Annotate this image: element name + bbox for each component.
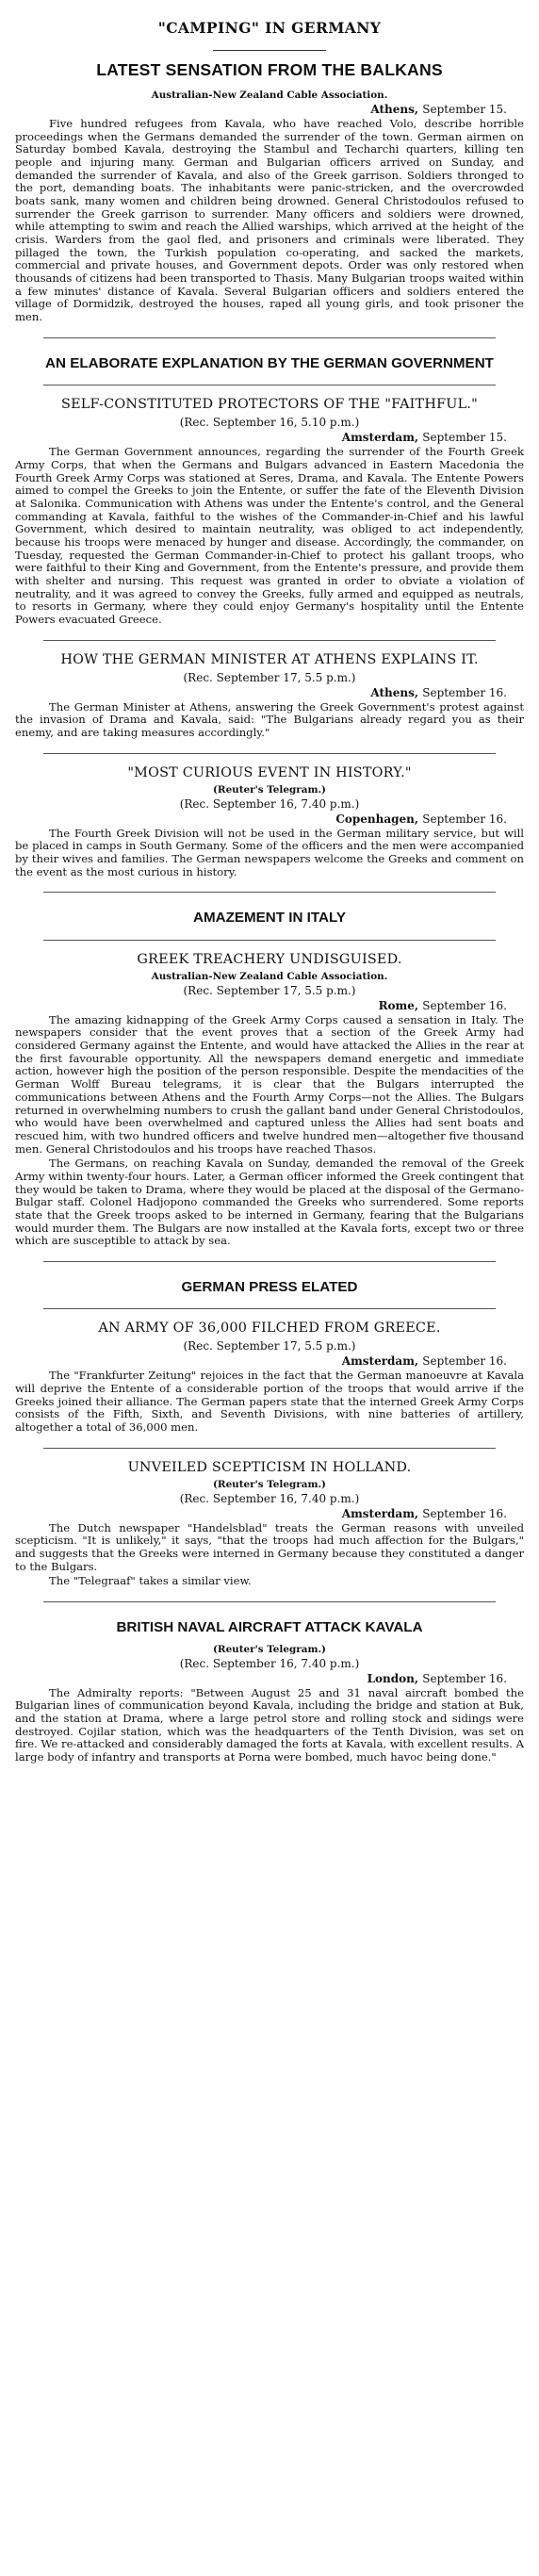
section-divider bbox=[43, 753, 496, 754]
title-rule bbox=[213, 50, 326, 51]
received-time: (Rec. September 17, 5.5 p.m.) bbox=[183, 1339, 356, 1354]
section-divider bbox=[43, 1601, 496, 1602]
received-time: (Rec. September 17, 5.5 p.m.) bbox=[183, 983, 356, 997]
article-body: The "Telegraaf" takes a similar view. bbox=[49, 1574, 252, 1588]
section-divider bbox=[43, 640, 496, 641]
article-body: The Germans, on reaching Kavala on Sunday, demanded the removal of the Greek Army within twenty-four hours. Later, a German officer informed the Greek contingent that they would be taken to Drama, where they would be placed at the disposal of the Germano-Bulgar staff. Colonel Hadjopono commanded the Greeks who surrendered. Some reports state that the Greek troops asked to be interned in Germany, fearing that the Bulgarians would murder them. The Bulgars are now installed at the Kavala forts, except two or three which are susceptible to attack by sea. bbox=[15, 1157, 524, 1248]
dateline bbox=[15, 686, 524, 699]
dateline bbox=[15, 431, 524, 444]
section-divider bbox=[43, 1448, 496, 1449]
received-time: (Rec. September 16, 7.40 p.m.) bbox=[179, 1656, 360, 1670]
dateline-place: London, bbox=[367, 1671, 419, 1685]
received-time: (Rec. September 16, 5.10 p.m.) bbox=[179, 416, 360, 430]
article-holland bbox=[15, 1460, 524, 1588]
dateline-place: Amsterdam, bbox=[341, 1354, 419, 1369]
dateline bbox=[15, 1672, 524, 1685]
article-body: The Admiralty reports: "Between August 25 and 31 naval aircraft bombed the Bulgarian lines of communication beyond Kavala, including the bridge and station at Buk, and the station at Drama, where a large petrol store and rolling stock and sidings were destroyed. Cojilar station, which was the headquarters of the Tenth Division, was set on fire. We re-attacked and considerably damaged the forts at Kavala, with excellent results. A large body of infantry and transports at Porna were bombed, much havoc being done." bbox=[15, 1685, 525, 1764]
dateline-date: September 16. bbox=[422, 998, 507, 1012]
subheadline-holland: UNVEILED SCEPTICISM IN HOLLAND. bbox=[127, 1459, 412, 1475]
article-minister bbox=[15, 652, 524, 740]
headline-balkans: LATEST SENSATION FROM THE BALKANS bbox=[96, 60, 443, 79]
dateline-place: Amsterdam, bbox=[341, 431, 419, 445]
article-body: The German Government announces, regarding the surrender of the Fourth Greek Army Corps, that when the Germans and Bulgars advanced in Eastern Macedonia the Fourth Greek Army Corps was stationed at Seres, Drama, and Kavala. The Entente Powers aimed to compel the Greeks to join the Entente, or suffer the fate of the Eleventh Division at Salonika. Communication with Athens was under the Entente's control, and the General commanding at Kavala, faithful to the wishes of the Commander-in-Chief and his lawful Government, which desired to maintain neutrality, was obliged to act independently, because his troops were menaced by hunger and disease. Accordingly, the commander, on Tuesday, requested the German Commander-in-Chief to protect his gallant troops, who were faithful to their King and Government, from the Entente's pressure, and provide them with shelter and nursing. This request was granted in order to obviate a violation of neutrality, and it was agreed to convey the Greeks, fully armed and equipped as neutrals, to resorts in Germany, where they could enjoy Germany's hospitality until the Entente Powers evacuated Greece. bbox=[15, 445, 524, 626]
article-italy bbox=[15, 910, 524, 1248]
article-body: The Dutch newspaper "Handelsblad" treats the German reasons with unveiled scepticism. "It is unlikely," it says, "that the troops had much affection for the Bulgars," and suggests that the Greeks were interned in Germany because they constituted a danger to the Bulgars. bbox=[15, 1520, 524, 1573]
dateline-place: Copenhagen, bbox=[335, 812, 419, 826]
section-divider bbox=[43, 1308, 496, 1309]
dateline-date: September 15. bbox=[422, 431, 507, 445]
article-body: The amazing kidnapping of the Greek Army Corps caused a sensation in Italy. The newspapers consider that the event proves that a section of the Greek Army had considered Germany against the Entente, and would have attacked the Allies in the rear at the first favourable opportunity. All the newspapers demand energetic and immediate action, however high the position of the person responsible. Despite the mendacities of the German Wolff Bureau telegrams, it is clear that the Bulgars interrupted the communications between Athens and the Fourth Army Corps—not the Allies. The Bulgars returned in overwhelming numbers to crush the gallant band under General Christodoulos, who would have been overwhelmed and captured unless the Allies had sent boats and rescued him, with two hundred officers and twelve hundred men—altogether five thousand men. General Christodoulos and his troops have reached Thasos. bbox=[15, 1012, 524, 1156]
dateline-place: Athens, bbox=[370, 103, 419, 116]
subheadline-minister: HOW THE GERMAN MINISTER AT ATHENS EXPLAINS IT. bbox=[60, 651, 479, 667]
dateline-date: September 15. bbox=[422, 103, 507, 116]
section-divider bbox=[43, 940, 496, 941]
article-body: The "Frankfurter Zeitung" rejoices in the fact that the German manoeuvre at Kavala will deprive the Entente of a considerable portion of the troops that would arrive if the Greeks joined their alliance. The German papers state that the interned Greek Army Corps consists of the Fifth, Sixth, and Seventh Divisions, with nine batteries of artillery, altogether a total of 36,000 men. bbox=[15, 1369, 524, 1435]
section-divider bbox=[43, 385, 496, 386]
agency-credit: (Reuter's Telegram.) bbox=[213, 783, 326, 796]
agency-credit: (Reuter's Telegram.) bbox=[213, 1478, 326, 1490]
subheadline-protectors: SELF-CONSTITUTED PROTECTORS OF THE "FAITHFUL." bbox=[61, 397, 478, 413]
headline-german-explanation: AN ELABORATE EXPLANATION BY THE GERMAN GOVERNMENT bbox=[45, 354, 494, 371]
received-time: (Rec. September 17, 5.5 p.m.) bbox=[183, 670, 356, 684]
headline-naval-aircraft: BRITISH NAVAL AIRCRAFT ATTACK KAVALA bbox=[116, 1619, 423, 1636]
headline-german-press: GERMAN PRESS ELATED bbox=[181, 1278, 358, 1295]
article-body: The Fourth Greek Division will not be used in the German military service, but will be placed in camps in South Germany. Some of the officers and the men were accompanied by their wives and families. The German newspapers welcome the Greeks and comment on the event as the most curious in history. bbox=[15, 826, 524, 878]
agency-credit: Australian-New Zealand Cable Association. bbox=[151, 90, 388, 101]
dateline bbox=[15, 103, 524, 116]
section-divider bbox=[43, 337, 496, 338]
article-body: The German Minister at Athens, answering the Greek Government's protest against the invasion of Drama and Kavala, said: "The Bulgarians already regard you as their enemy, and are taking measures accordingly." bbox=[15, 699, 524, 739]
article-body: Five hundred refugees from Kavala, who have reached Volo, describe horrible proceedings when the Germans demanded the surrender of the town. German airmen on Saturday bombed Kavala, destroying the Stambul and Techarchi quarters, killing ten people and injuring many. German and Bulgarian officers arrived on Sunday, and demanded the surrender of Kavala, and also of the Greek garrison. Soldiers thronged to the port, demanding boats. The inhabitants were panic-stricken, and the overcrowded boats sank, many women and children being drowned. General Christodoulos refused to surrender the Greek garrison to surrender. Many officers and soldiers were drowned, while attempting to swim and reach the Allied warships, which arrived at the height of the crisis. Warders from the gaol fled, and prisoners and criminals were liberated. They pillaged the town, the Turkish population co-operating, and sacked the markets, commercial and private houses, and Government depots. Order was only restored when thousands of citizens had been transported to Thasis. Many Bulgarian troops waited within a few minutes' distance of Kavala. Several Bulgarian officers and soldiers entered the village of Dormidzik, destroyed the houses, raped all young girls, and took prisoner the men. bbox=[15, 117, 524, 324]
dateline-date: September 16. bbox=[422, 685, 507, 699]
agency-credit: Australian-New Zealand Cable Association. bbox=[151, 970, 388, 982]
subheadline-treachery: GREEK TREACHERY UNDISGUISED. bbox=[137, 951, 402, 967]
article-curious-event bbox=[15, 765, 524, 879]
dateline bbox=[15, 1507, 524, 1520]
received-time: (Rec. September 16, 7.40 p.m.) bbox=[179, 1491, 360, 1505]
article-naval-aircraft bbox=[15, 1619, 524, 1764]
dateline bbox=[15, 999, 524, 1012]
dateline-place: Rome, bbox=[378, 998, 419, 1012]
dateline-date: September 16. bbox=[422, 1354, 507, 1369]
page-title: "CAMPING" IN GERMANY bbox=[157, 19, 382, 37]
dateline bbox=[15, 1354, 524, 1368]
dateline-date: September 16. bbox=[422, 812, 507, 826]
received-time: (Rec. September 16, 7.40 p.m.) bbox=[179, 796, 360, 811]
section-divider bbox=[43, 1261, 496, 1262]
dateline-date: September 16. bbox=[422, 1506, 507, 1520]
article-german-press bbox=[15, 1279, 524, 1435]
article-german-explanation bbox=[15, 355, 524, 627]
dateline bbox=[15, 812, 524, 826]
subheadline-army: AN ARMY OF 36,000 FILCHED FROM GREECE. bbox=[98, 1321, 441, 1337]
dateline-place: Athens, bbox=[370, 685, 419, 699]
dateline-place: Amsterdam, bbox=[341, 1506, 419, 1520]
section-divider bbox=[43, 892, 496, 893]
headline-italy: AMAZEMENT IN ITALY bbox=[193, 910, 346, 927]
dateline-date: September 16. bbox=[422, 1671, 507, 1685]
agency-credit: (Reuter's Telegram.) bbox=[213, 1643, 326, 1655]
article-balkans bbox=[15, 60, 524, 324]
subheadline-curious-event: "MOST CURIOUS EVENT IN HISTORY." bbox=[127, 764, 412, 780]
